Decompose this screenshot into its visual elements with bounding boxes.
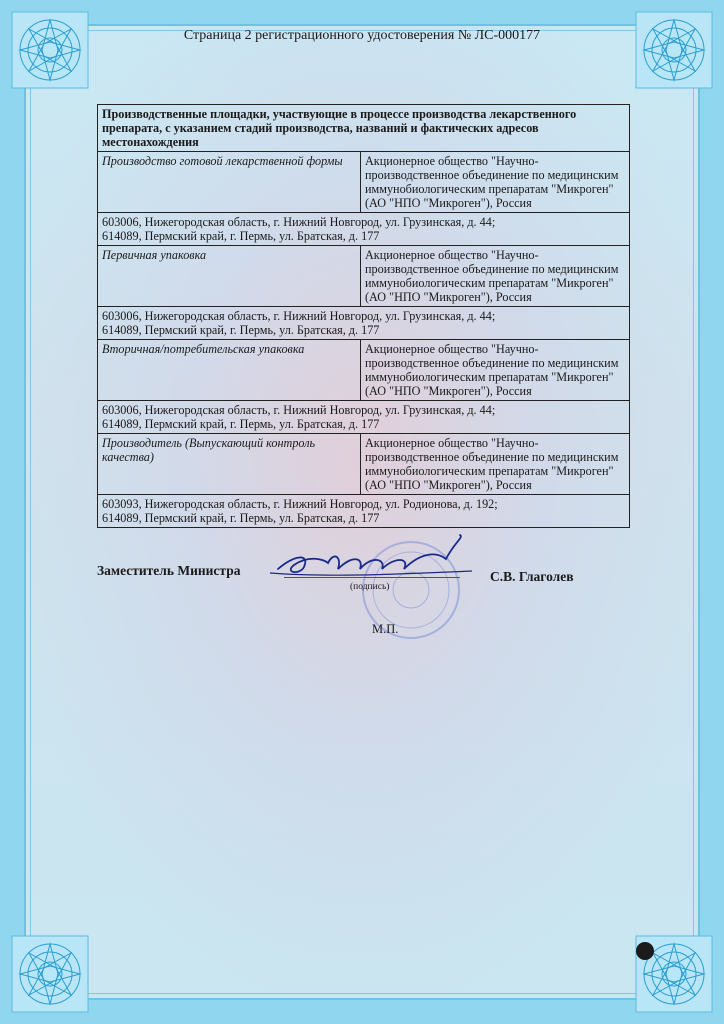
address-cell	[98, 213, 630, 246]
address-cell	[98, 495, 630, 528]
corner-rosette-bottom-left	[8, 932, 92, 1016]
stage-cell: Первичная упаковка	[98, 246, 361, 307]
signature-row	[0, 560, 724, 600]
address-line: 614089, Пермский край, г. Пермь, ул. Братская, д. 177	[102, 417, 380, 431]
address-line: 603006, Нижегородская область, г. Нижний Новгород, ул. Грузинская, д. 44;	[102, 215, 496, 229]
manufacturer-cell: Акционерное общество "Научно-производственное объединение по медицинским иммунобиологическим препаратам "Микроген" (АО "НПО "Микроген"), Россия	[361, 340, 630, 401]
manufacturer-cell: Акционерное общество "Научно-производственное объединение по медицинским иммунобиологическим препаратам "Микроген" (АО "НПО "Микроген"), Россия	[361, 152, 630, 213]
signature-caption: (подпись)	[350, 582, 390, 592]
stamp-place-label: М.П.	[372, 622, 399, 636]
manufacturer-cell: Акционерное общество "Научно-производственное объединение по медицинским иммунобиологическим препаратам "Микроген" (АО "НПО "Микроген"), Россия	[361, 246, 630, 307]
address-line: 603006, Нижегородская область, г. Нижний Новгород, ул. Грузинская, д. 44;	[102, 403, 496, 417]
address-line: 603006, Нижегородская область, г. Нижний Новгород, ул. Грузинская, д. 44;	[102, 309, 496, 323]
address-cell	[98, 401, 630, 434]
stage-cell: Вторичная/потребительская упаковка	[98, 340, 361, 401]
stage-cell: Производитель (Выпускающий контроль качества)	[98, 434, 361, 495]
corner-rosette-top-left	[8, 8, 92, 92]
table-row	[98, 246, 630, 307]
page-header: Страница 2 регистрационного удостоверения № ЛС-000177	[183, 28, 541, 43]
manufacturer-cell: Акционерное общество "Научно-производственное объединение по медицинским иммунобиологическим препаратам "Микроген" (АО "НПО "Микроген"), Россия	[361, 434, 630, 495]
corner-rosette-top-right	[632, 8, 716, 92]
address-row	[98, 307, 630, 340]
signatory-role: Заместитель Министра	[97, 563, 241, 578]
table-heading-row	[98, 105, 630, 152]
table-heading: Производственные площадки, участвующие в процессе производства лекарственного препарата, с указанием стадий производства, названий и фактических адресов местонахождения	[98, 105, 630, 152]
address-row	[98, 213, 630, 246]
table-row	[98, 152, 630, 213]
table-row	[98, 340, 630, 401]
address-row	[98, 401, 630, 434]
production-sites-table	[97, 104, 630, 528]
stage-cell: Производство готовой лекарственной формы	[98, 152, 361, 213]
address-line: 603093, Нижегородская область, г. Нижний Новгород, ул. Родионова, д. 192;	[102, 497, 498, 511]
signatory-name: С.В. Глаголев	[490, 569, 574, 584]
punch-hole	[636, 942, 654, 960]
address-line: 614089, Пермский край, г. Пермь, ул. Братская, д. 177	[102, 511, 380, 525]
signature-line	[284, 577, 460, 578]
address-row	[98, 495, 630, 528]
address-line: 614089, Пермский край, г. Пермь, ул. Братская, д. 177	[102, 323, 380, 337]
address-line: 614089, Пермский край, г. Пермь, ул. Братская, д. 177	[102, 229, 380, 243]
table-row	[98, 434, 630, 495]
address-cell	[98, 307, 630, 340]
